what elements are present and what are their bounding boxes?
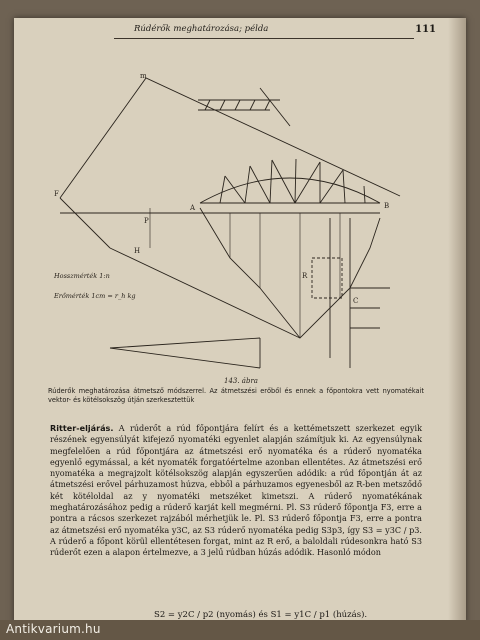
scale-label-length: Hosszmérték 1:n (54, 272, 110, 280)
figure-number: 143. ábra (224, 377, 258, 385)
body-text (50, 423, 422, 559)
force-polygon (312, 218, 390, 368)
watermark-bar (0, 620, 480, 640)
running-header (134, 24, 436, 34)
label-f1: F (54, 190, 59, 198)
formula: S2 = y2C / p2 (nyomás) és S1 = y1C / p1 (húzás). (154, 610, 368, 620)
label-r: R (302, 272, 308, 280)
header-title: Rúdérők meghatározása; példa (134, 24, 269, 34)
scale-label-force: Erőmérték 1cm = r_h kg (54, 292, 136, 300)
truss-diagram (50, 48, 440, 378)
lower-force-triangle (110, 338, 260, 368)
label-p: P (144, 217, 149, 225)
book-page (14, 18, 466, 624)
truss-members (220, 159, 365, 203)
funicular-line (110, 248, 300, 338)
closing-line (60, 198, 110, 248)
moment-polygon (200, 208, 380, 338)
label-h: H (134, 247, 141, 255)
section-heading: Ritter-eljárás. (50, 423, 114, 433)
small-truss (198, 88, 290, 126)
figure-caption: Rúderők meghatározása átmetsző módszerrel. Az átmetszési erőből és ennek a főpontokra vett nyomatékait vektor- és kötélsokszög útján szerkesztettük (48, 387, 424, 404)
ritter-paragraph (50, 423, 422, 559)
watermark-text: Antikvarium.hu (6, 622, 101, 636)
header-rule (114, 38, 414, 39)
label-b: B (384, 202, 390, 210)
label-a: A (190, 204, 196, 212)
cable-polygon-left (60, 78, 400, 198)
label-c: C (353, 297, 359, 305)
paragraph-text: A rúderőt a rúd főpontjára felírt és a kettémetszett szerkezet egyik részének egyensúlyát kifejező nyomatéki egyenlet alapján számítjuk ki. Az egyensúlynak megfelelően a rúd főpontjára az átmetszési erő nyomatéka és a rúderő nyomatéka egyenlő egymással, a két nyomaték forgatóértelme azonban ellentétes. Az átmetszési erő nyomatéka a megrajzolt kötélsokszög alapján egyszerűen adódik: a rúd főpontján át az átmetszési erővel párhuzamost húzva, ebből a párhuzamos egyenesből az R-ben metsződő két kötéloldal az y nyomatéki metszéket kimetszi. A rúderő nyomatékának meghatározásához pedig a rúderő karját kell megmérni. Pl. S3 rúderő főpontja F3, erre a pontra a rácsos szerkezet rajzából mérhetjük le. Pl. S3 rúderő főpontja F3, erre a pontra az átmetszési erő nyomatéka y3C, az S3 rúderő nyomatéka pedig S3p3, így S3 = y3C / p3. A rúderő a főpont körül ellentétesen forgat, mint az R erő, a baloldali rúdesonkra ható S3 rúderőt ezen a alapon értelmezve, a 3 jelű rúdban húzás adódik. Hasonló módon (50, 423, 422, 558)
page-number: 111 (415, 24, 436, 35)
truss-top (200, 178, 380, 203)
label-m: m (140, 72, 147, 80)
